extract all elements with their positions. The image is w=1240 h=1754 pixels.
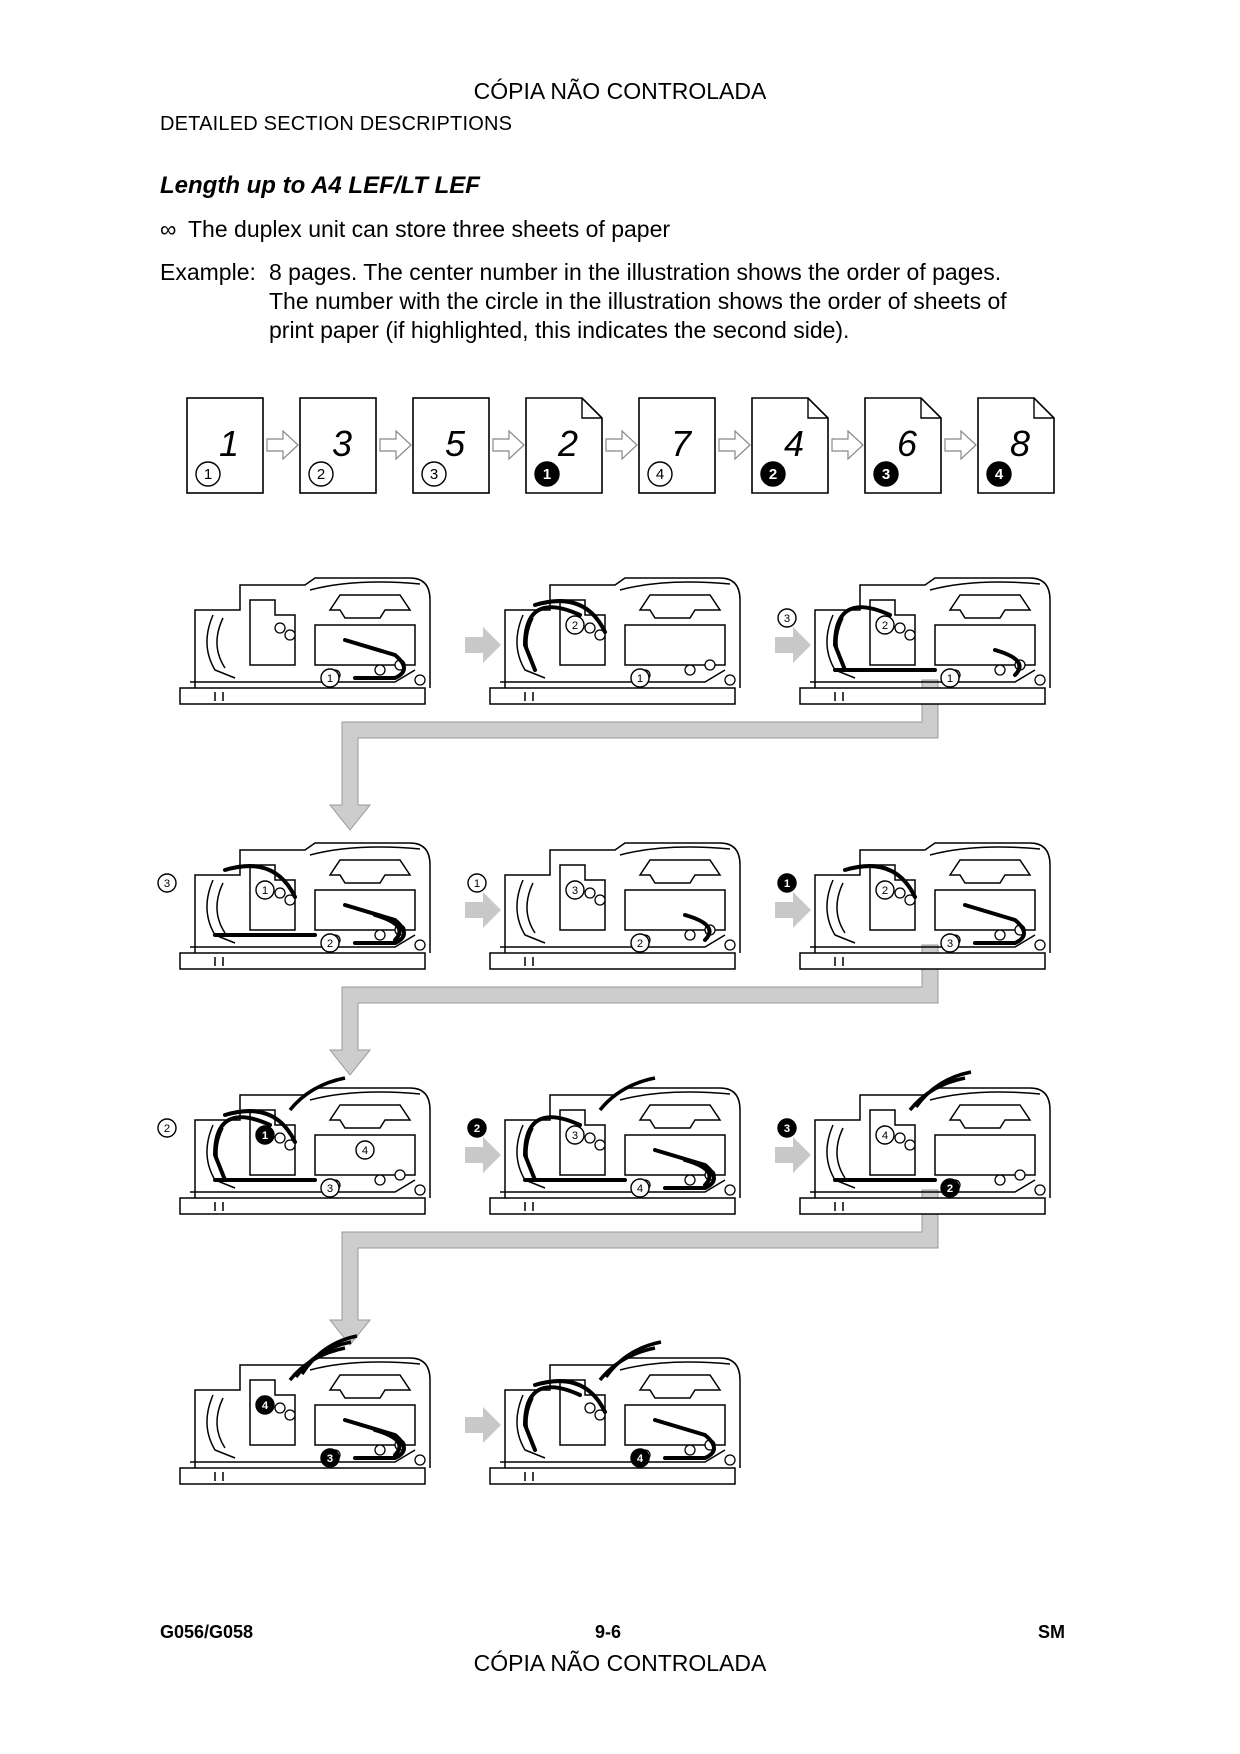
sequence-arrow-icon (606, 431, 637, 459)
svg-text:4: 4 (636, 1182, 644, 1195)
paper-path-arrow (655, 1420, 714, 1458)
svg-text:3: 3 (946, 937, 954, 950)
sheet-order-badge (535, 462, 559, 486)
bullet-text: The duplex unit can store three sheets of paper (188, 216, 671, 242)
sheet-badge (321, 1449, 339, 1467)
sheet-badge (631, 1449, 649, 1467)
paper-path-arrow (345, 640, 404, 678)
sheet-badge (778, 1119, 796, 1137)
svg-text:4: 4 (361, 1144, 369, 1157)
step-arrow-icon (465, 892, 501, 928)
page-icon (639, 398, 715, 493)
sequence-arrow-icon (945, 431, 976, 459)
svg-text:1: 1 (203, 466, 213, 484)
sheet-badge (941, 1179, 959, 1197)
svg-text:4: 4 (655, 466, 665, 484)
sheet-badge (941, 934, 959, 952)
svg-text:2: 2 (316, 466, 326, 484)
step-arrow-icon (775, 1137, 811, 1173)
page-number: 8 (1009, 423, 1031, 464)
footer-model: G056/G058 (160, 1622, 254, 1642)
svg-text:3: 3 (571, 1129, 579, 1142)
step-arrow-icon (775, 892, 811, 928)
page-number: 2 (557, 423, 579, 464)
svg-text:3: 3 (429, 466, 439, 484)
svg-text:1: 1 (783, 877, 791, 890)
duplex-step-illustration (158, 1078, 501, 1214)
svg-text:3: 3 (326, 1452, 334, 1465)
svg-text:4: 4 (636, 1452, 644, 1465)
watermark-bottom: CÓPIA NÃO CONTROLADA (473, 1650, 767, 1676)
svg-text:1: 1 (261, 884, 269, 897)
svg-text:1: 1 (473, 877, 481, 890)
sheet-badge (256, 1126, 274, 1144)
svg-text:2: 2 (473, 1122, 481, 1135)
sheet-order-badge (309, 462, 333, 486)
sheet-badge (631, 934, 649, 952)
svg-text:3: 3 (783, 612, 791, 625)
sheet-badge (566, 616, 584, 634)
page-icon (752, 398, 828, 493)
svg-text:2: 2 (636, 937, 644, 950)
duplex-step-illustration (490, 1342, 740, 1484)
svg-text:4: 4 (881, 1129, 889, 1142)
sheet-order-badge (422, 462, 446, 486)
paper-path-arrow (965, 905, 1024, 943)
sheet-badge (631, 1179, 649, 1197)
section-header: DETAILED SECTION DESCRIPTIONS (160, 113, 513, 135)
page-icon (187, 398, 263, 493)
sheet-badge (158, 1119, 176, 1137)
example-label: Example: (160, 259, 256, 285)
page-number: 7 (670, 423, 692, 464)
sheet-badge (566, 1126, 584, 1144)
svg-text:1: 1 (636, 672, 644, 685)
svg-text:3: 3 (881, 466, 891, 484)
sheet-order-badge (874, 462, 898, 486)
footer-page-number: 9-6 (595, 1622, 622, 1642)
sequence-arrow-icon (719, 431, 750, 459)
sheet-badge (566, 881, 584, 899)
step-arrow-icon (775, 627, 811, 663)
svg-text:4: 4 (261, 1399, 269, 1412)
example-line-3: print paper (if highlighted, this indicates the second side). (269, 317, 850, 343)
step-arrow-icon (465, 1137, 501, 1173)
sheet-badge (356, 1141, 374, 1159)
svg-text:2: 2 (946, 1182, 954, 1195)
step-arrow-icon (465, 627, 501, 663)
page-number: 5 (444, 423, 466, 464)
page-number: 4 (783, 423, 805, 464)
bullet-item (160, 216, 670, 243)
svg-text:1: 1 (261, 1129, 269, 1142)
page-icon (300, 398, 376, 493)
svg-text:1: 1 (542, 466, 552, 484)
svg-text:1: 1 (946, 672, 954, 685)
sheet-badge (631, 669, 649, 687)
duplex-step-illustration (778, 578, 1050, 704)
duplex-step-illustration (468, 843, 811, 969)
infinity-bullet-icon: ∞ (160, 216, 177, 242)
sheet-badge (321, 1179, 339, 1197)
page-title: Length up to A4 LEF/LT LEF (160, 172, 480, 199)
sheet-order-badge (648, 462, 672, 486)
duplex-step-illustration (180, 578, 501, 704)
sheet-badge (876, 881, 894, 899)
svg-text:3: 3 (163, 877, 171, 890)
page-icon (526, 398, 602, 493)
sheet-badge (256, 881, 274, 899)
duplex-step-illustration (490, 578, 811, 704)
sheet-badge (321, 669, 339, 687)
svg-text:3: 3 (326, 1182, 334, 1195)
sheet-badge (778, 874, 796, 892)
svg-text:2: 2 (768, 466, 778, 484)
sheet-badge (468, 1119, 486, 1137)
sheet-badge (321, 934, 339, 952)
page-icon (865, 398, 941, 493)
page-number: 3 (331, 423, 353, 464)
sheet-badge (941, 669, 959, 687)
sequence-arrow-icon (832, 431, 863, 459)
sheet-order-badge (987, 462, 1011, 486)
paper-path-arrow (525, 1387, 580, 1450)
duplex-step-illustration (180, 1336, 501, 1484)
duplex-step-illustration (778, 1072, 1050, 1214)
sheet-badge (778, 609, 796, 627)
watermark-top: CÓPIA NÃO CONTROLADA (473, 78, 767, 104)
svg-text:3: 3 (571, 884, 579, 897)
svg-text:2: 2 (571, 619, 579, 632)
sheet-badge (468, 874, 486, 892)
example-line-2: The number with the circle in the illustration shows the order of sheets of (269, 288, 1007, 314)
svg-text:2: 2 (163, 1122, 171, 1135)
sequence-arrow-icon (267, 431, 298, 459)
sequence-arrow-icon (493, 431, 524, 459)
svg-text:4: 4 (994, 466, 1004, 484)
footer-manual-code: SM (1038, 1622, 1065, 1642)
sheet-badge (158, 874, 176, 892)
sheet-badge (876, 1126, 894, 1144)
page-order-sequence (0, 380, 1240, 520)
page-icon (978, 398, 1054, 493)
page-icon (413, 398, 489, 493)
sheet-badge (876, 616, 894, 634)
page-number: 1 (218, 423, 240, 464)
example-line-1: 8 pages. The center number in the illustration shows the order of pages. (269, 259, 1002, 285)
sheet-order-badge (761, 462, 785, 486)
duplex-step-illustration (778, 843, 1050, 969)
duplex-flow-diagram (0, 560, 1240, 1520)
step-arrow-icon (465, 1407, 501, 1443)
page-number: 6 (896, 423, 918, 464)
sheet-order-badge (196, 462, 220, 486)
svg-text:2: 2 (881, 619, 889, 632)
svg-text:3: 3 (783, 1122, 791, 1135)
svg-text:2: 2 (326, 937, 334, 950)
svg-text:2: 2 (881, 884, 889, 897)
duplex-step-illustration (468, 1078, 811, 1214)
duplex-step-illustration (158, 843, 501, 969)
sheet-badge (256, 1396, 274, 1414)
sequence-arrow-icon (380, 431, 411, 459)
example-block (160, 258, 1160, 348)
svg-text:1: 1 (326, 672, 334, 685)
